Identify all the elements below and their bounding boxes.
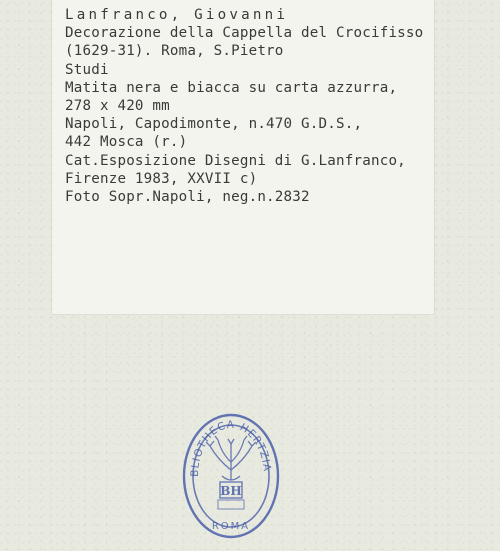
stamp-arc-text: BLIOTHECA HERTZIA <box>188 418 273 478</box>
stamp-bottom-text: ROMA <box>211 521 251 532</box>
library-stamp <box>180 410 282 542</box>
catalog-text <box>65 6 495 206</box>
subject-line: Studi <box>65 61 109 78</box>
stamp-plaque <box>218 500 244 509</box>
plant-emblem-icon <box>206 436 256 480</box>
artist-line: Lanfranco, Giovanni <box>65 7 289 23</box>
technique-line: Matita nera e biacca su carta azzurra, <box>65 79 398 96</box>
library-stamp-seal <box>180 410 282 542</box>
catalog-year-line: Firenze 1983, XXVII c) <box>65 170 258 187</box>
inventory-line: 442 Mosca (r.) <box>65 134 188 151</box>
dimensions-line: 278 x 420 mm <box>65 98 170 115</box>
stamp-monogram: BH <box>220 484 242 498</box>
date-location-line: (1629-31). Roma, S.Pietro <box>65 43 284 60</box>
catalog-reference-line: Cat.Esposizione Disegni di G.Lanfranco, <box>65 152 406 169</box>
photo-credit-line: Foto Sopr.Napoli, neg.n.2832 <box>65 189 310 206</box>
collection-line: Napoli, Capodimonte, n.470 G.D.S., <box>65 116 363 133</box>
work-title-line: Decorazione della Cappella del Crocifisso <box>65 25 424 42</box>
